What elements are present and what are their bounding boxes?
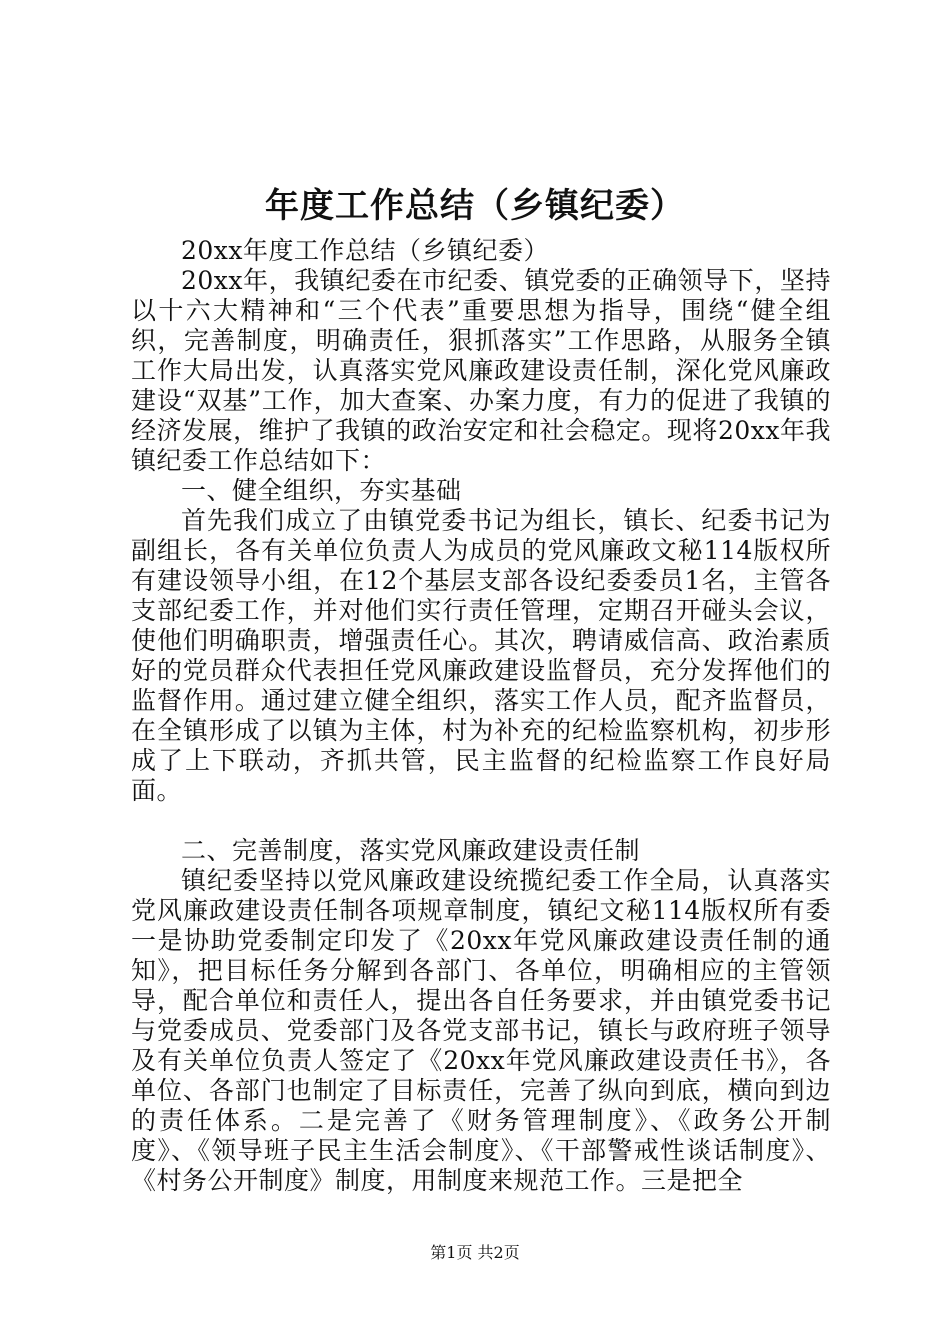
section-1-paragraph: 首先我们成立了由镇党委书记为组长，镇长、纪委书记为副组长，各有关单位负责人为成员的党风廉政文秘114版权所有建设领导小组，在12个基层支部各设纪委委员1名，主管各支部纪委工作，并对他们实行责任管理，定期召开碰头会议，使他们明确职责，增强责任心。其次，聘请威信高、政治素质好的党员群众代表担任党风廉政建设监督员，充分发挥他们的监督作用。通过建立健全组织，落实工作人员，配齐监督员，在全镇形成了以镇为主体，村为补充的纪检监察机构，初步形成了上下联动，齐抓共管，民主监督的纪检监察工作良好局面。 bbox=[131, 506, 831, 805]
section-heading-2: 二、完善制度，落实党风廉政建设责任制 bbox=[181, 836, 641, 865]
section-2-paragraph: 镇纪委坚持以党风廉政建设统揽纪委工作全局，认真落实党风廉政建设责任制各项规章制度，镇纪文秘114版权所有委一是协助党委制定印发了《20xx年党风廉政建设责任制的通知》，把目标任务分解到各部门、各单位，明确相应的主管领导，配合单位和责任人，提出各自任务要求，并由镇党委书记与党委成员、党委部门及各党支部书记，镇长与政府班子领导及有关单位负责人签定了《20xx年党风廉政建设责任书》，各单位、各部门也制定了目标责任，完善了纵向到底，横向到边的责任体系。二是完善了《财务管理制度》、《政务公开制度》、《领导班子民主生活会制度》、《干部警戒性谈话制度》、《村务公开制度》制度，用制度来规范工作。三是把全 bbox=[131, 866, 831, 1195]
page-footer: 第1页 共2页 bbox=[430, 1243, 520, 1262]
intro-paragraph: 20xx年，我镇纪委在市纪委、镇党委的正确领导下，坚持以十六大精神和“三个代表”重要思想为指导，围绕“健全组织，完善制度，明确责任，狠抓落实”工作思路，从服务全镇工作大局出发，认真落实党风廉政建设责任制，深化党风廉政建设“双基”工作，加大查案、办案力度，有力的促进了我镇的经济发展，维护了我镇的政治安定和社会稳定。现将20xx年我镇纪委工作总结如下： bbox=[131, 266, 831, 475]
subtitle-paragraph: 20xx年度工作总结（乡镇纪委） bbox=[181, 236, 550, 265]
document-body bbox=[131, 236, 831, 1196]
section-heading-1: 一、健全组织，夯实基础 bbox=[181, 476, 462, 505]
document-title: 年度工作总结（乡镇纪委） bbox=[265, 186, 685, 226]
